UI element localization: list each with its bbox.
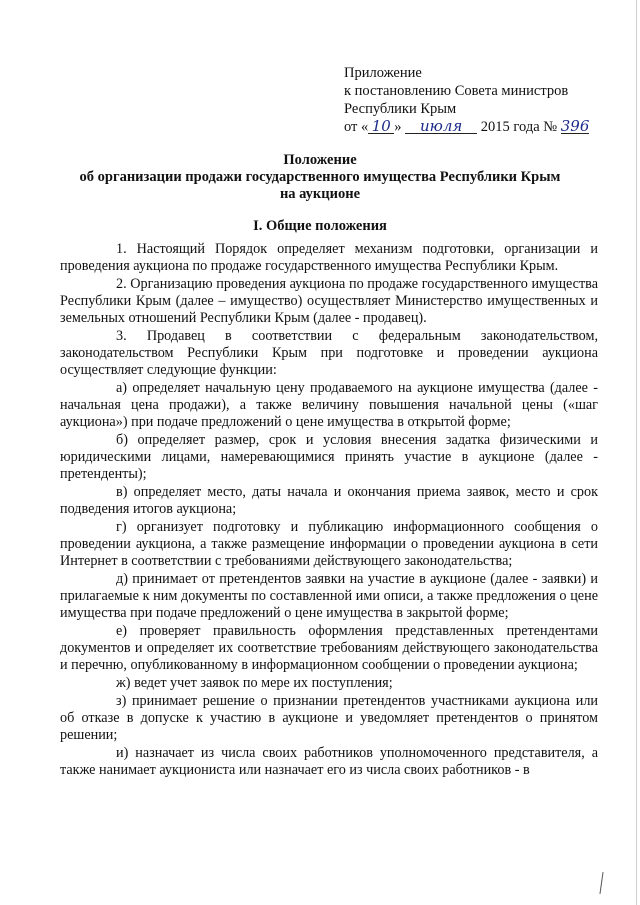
date-suffix: 2015 года № — [480, 119, 558, 135]
appendix-date-line — [344, 118, 614, 136]
item-e: е) проверяет правильность оформления представленных претендентами документов и определяет их соответствие требованиям действующего законодательства и перечню, опубликованному в информационном сообщении о проведении аукциона; — [60, 623, 598, 673]
item-g: г) организует подготовку и публикацию информационного сообщения о проведении аукциона, а также размещение информации о проведении аукциона в сети Интернет в соответствии с требованиями действующего законодательства; — [60, 519, 598, 569]
appendix-line-3: Республики Крым — [344, 101, 457, 117]
appendix-line-1: Приложение — [344, 65, 422, 81]
date-prefix: от « — [344, 119, 369, 135]
item-b: б) определяет размер, срок и условия внесения задатка физическими и юридическими лицами, намеревающимися принять участие в аукционе (далее - претенденты); — [60, 432, 598, 482]
document-subtitle: об организации продажи государственного имущества Республики Крым — [79, 169, 561, 185]
section-title: I. Общие положения — [253, 218, 387, 234]
item-v: в) определяет место, даты начала и окончания приема заявок, место и срок подведения итогов аукциона; — [60, 484, 598, 517]
item-i: и) назначает из числа своих работников уполномоченного представителя, а также нанимает аукциониста или назначает его из числа своих работников - в — [60, 745, 598, 778]
appendix-header — [344, 64, 614, 136]
paragraph-2: 2. Организацию проведения аукциона по продаже государственного имущества Республики Крым (далее – имущество) осуществляет Министерство имущественных и земельных отношений Республики Крым (далее - продавец). — [60, 276, 598, 326]
item-a: а) определяет начальную цену продаваемого на аукционе имущества (далее - начальная цена продажи), а также величину повышения начальной цены («шаг аукциона») при подаче предложений о цене имущества в открытой форме; — [60, 380, 598, 430]
page-edge-line — [636, 0, 637, 905]
handwritten-doc-number: 396 — [560, 117, 590, 135]
pen-mark — [599, 872, 603, 894]
date-mid: » — [394, 119, 402, 135]
paragraph-3: 3. Продавец в соответствии с федеральным законодательством, законодательством Республики Крым при подготовке и проведении аукциона осуществляет следующие функции: — [60, 328, 598, 378]
handwritten-month: июля — [405, 119, 477, 134]
body-text — [60, 241, 598, 780]
document-subtitle-cont: на аукционе — [279, 186, 361, 202]
document-title: Положение — [283, 152, 357, 168]
item-d: д) принимает от претендентов заявки на участие в аукционе (далее - заявки) и прилагаемые к ним документы по составленной ими описи, а также предложения о цене имущества при подаче предложений о цене имущества в закрытой форме; — [60, 571, 598, 621]
item-zh: ж) ведет учет заявок по мере их поступления; — [116, 675, 393, 691]
handwritten-day: 10 — [368, 119, 394, 134]
paragraph-1: 1. Настоящий Порядок определяет механизм подготовки, организации и проведения аукциона по продаже государственного имущества Республики Крым. — [60, 241, 598, 274]
item-z: з) принимает решение о признании претендентов участниками аукциона или об отказе в допуске к участию в аукционе и уведомляет претендентов о принятом решении; — [60, 693, 598, 743]
appendix-line-2: к постановлению Совета министров — [344, 83, 569, 99]
